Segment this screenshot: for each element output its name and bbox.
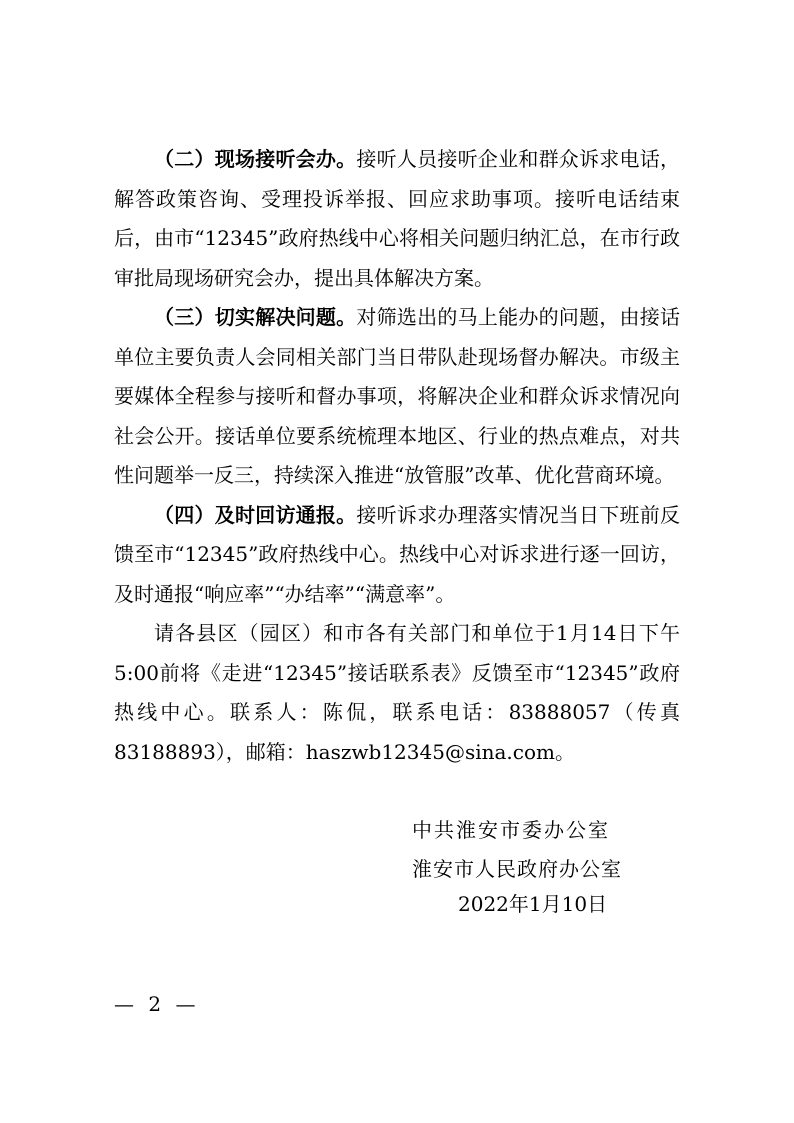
paragraph-on-site-handling [114,140,680,298]
paragraph-follow-up-report [114,496,680,615]
paragraph-text: 对筛选出的马上能办的问题，由接话单位主要负责人会同相关部门当日带队赴现场督办解决。市级主要媒体全程参与接听和督办事项，将解决企业和群众诉求情况向社会公开。接话单位要系统梳理本地区、行业的热点难点，对共性问题举一反三，持续深入推进“放管服”改革、优化营商环境。 [114,305,681,487]
page-number: — 2 — [114,992,200,1016]
signature-org-party-office: 中共淮安市委办公室 [412,818,610,842]
signature-date: 2022年1月10日 [458,892,608,916]
paragraph-solve-problems [114,298,680,496]
paragraph-text: 接听诉求办理落实情况当日下班前反馈至市“12345”政府热线中心。热线中心对诉求进行逐一回访，及时通报“响应率”“办结率”“满意率”。 [114,502,681,606]
paragraph-heading: （四）及时回访通报。 [154,502,357,527]
paragraph-heading: （三）切实解决问题。 [154,305,357,329]
paragraph-text: 接听人员接听企业和群众诉求电话，解答政策咨询、受理投诉举报、回应求助事项。接听电话结束后，由市“12345”政府热线中心将相关问题归纳汇总，在市行政审批局现场研究会办，提出具体解决方案。 [114,147,681,290]
paragraph-text: 请各县区（园区）和市各有关部门和单位于1月14日下午5:00前将《走进“12345”接话联系表》反馈至市“12345”政府热线中心。联系人：陈侃，联系电话：83888057（传真83188893），邮箱：haszwb12345@sina.com。 [114,621,680,764]
signature-org-government-office: 淮安市人民政府办公室 [412,857,622,881]
document-body [114,140,680,772]
paragraph-contact-info [114,614,680,772]
paragraph-heading: （二）现场接听会办。 [154,147,357,171]
